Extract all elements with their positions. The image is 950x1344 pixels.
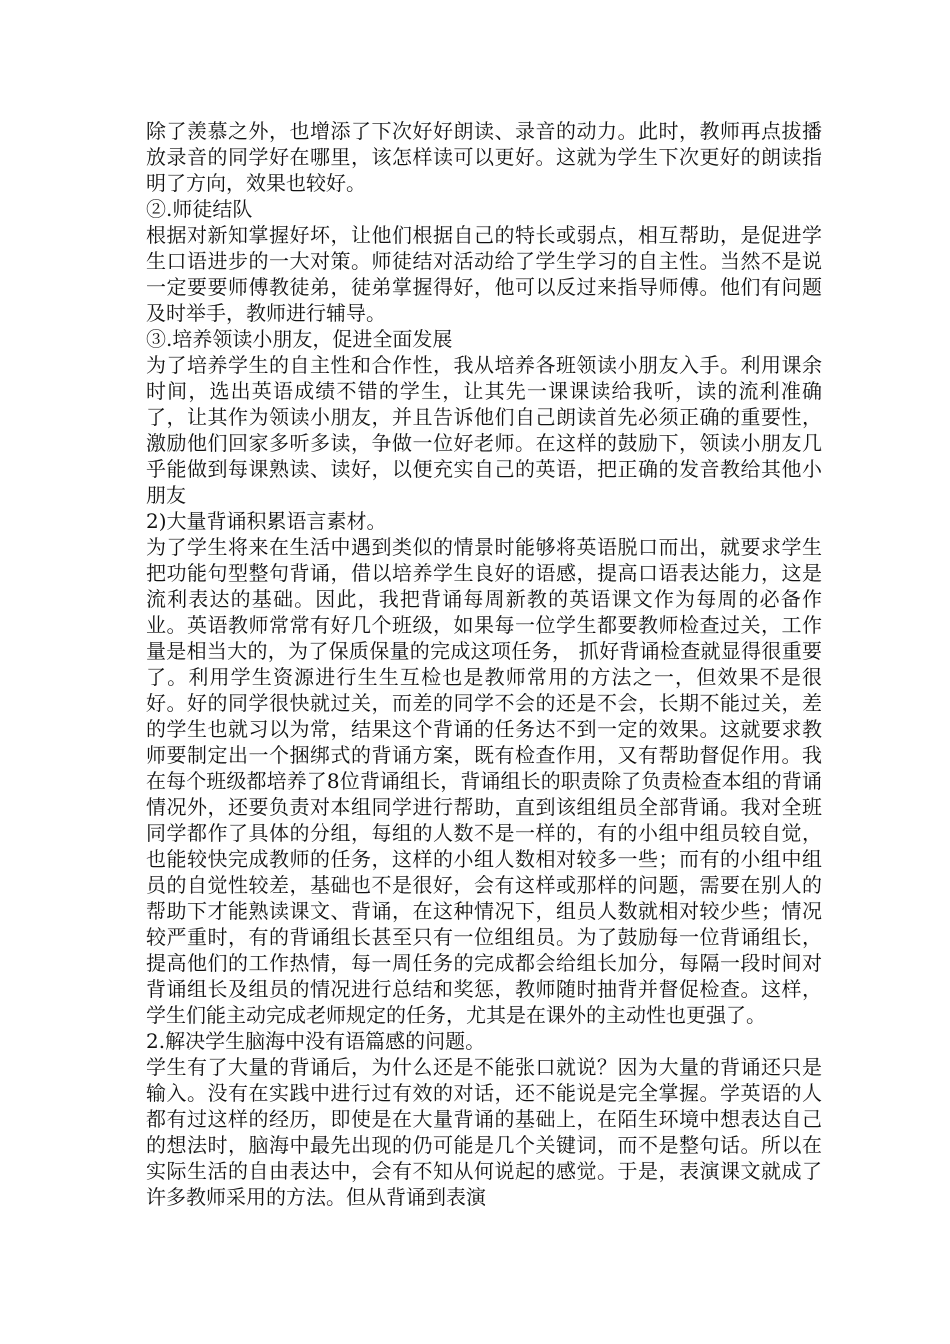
heading-reading-leaders: ③.培养领读小朋友，促进全面发展 bbox=[146, 327, 453, 351]
heading-discourse-sense: 2.解决学生脑海中没有语篇感的问题。 bbox=[146, 1029, 486, 1053]
document-body bbox=[146, 118, 822, 1210]
paragraph-mentor-pairs: 根据对新知掌握好坏，让他们根据自己的特长或弱点，相互帮助，是促进学生口语进步的一大对策。师徒结对活动给了学生学习的自主性。当然不是说一定要要师傅教徒弟，徒弟掌握得好，他可以反过来指导师傅。他们有问题及时举手，教师进行辅导。 bbox=[146, 223, 822, 325]
heading-recitation: 2)大量背诵积累语言素材。 bbox=[146, 509, 387, 533]
paragraph-discourse-sense: 学生有了大量的背诵后，为什么还是不能张口就说？因为大量的背诵还只是输入。没有在实践中进行过有效的对话，还不能说是完全掌握。学英语的人都有过这样的经历，即使是在大量背诵的基础上，在陌生环境中想表达自己的想法时，脑海中最先出现的仍可能是几个关键词，而不是整句话。所以在实际生活的自由表达中，会有不知从何说起的感觉。于是，表演课文就成了许多教师采用的方法。但从背诵到表演 bbox=[146, 1055, 822, 1209]
heading-mentor-pairs: ②.师徒结队 bbox=[146, 197, 253, 221]
paragraph-recitation: 为了学生将来在生活中遇到类似的情景时能够将英语脱口而出，就要求学生把功能句型整句背诵，借以培养学生良好的语感，提高口语表达能力，这是流利表达的基础。因此，我把背诵每周新教的英语课文作为每周的必备作业。英语教师常常有好几个班级，如果每一位学生都要教师检查过关，工作量是相当大的，为了保质保量的完成这项任务， 抓好背诵检查就显得很重要了。利用学生资源进行生生互检也是教师常用的方法之一，但效果不是很好。好的同学很快就过关，而差的同学不会的还是不会，长期不能过关，差的学生也就习以为常，结果这个背诵的任务达不到一定的效果。这就要求教师要制定出一个捆绑式的背诵方案，既有检查作用，又有帮助督促作用。我在每个班级都培养了8位背诵组长，背诵组长的职责除了负责检查本组的背诵情况外，还要负责对本组同学进行帮助，直到该组组员全部背诵。我对全班同学都作了具体的分组，每组的人数不是一样的，有的小组中组员较自觉，也能较快完成教师的任务，这样的小组人数相对较多一些；而有的小组中组员的自觉性较差，基础也不是很好，会有这样或那样的问题，需要在别人的帮助下才能熟读课文、背诵，在这种情况下，组员人数就相对较少些；情况较严重时，有的背诵组长甚至只有一位组组员。为了鼓励每一位背诵组长，提高他们的工作热情，每一周任务的完成都会给组长加分，每隔一段时间对背诵组长及组员的情况进行总结和奖惩，教师随时抽背并督促检查。这样，学生们能主动完成老师规定的任务，尤其是在课外的主动性也更强了。 bbox=[146, 535, 822, 1027]
paragraph-reading-leaders: 为了培养学生的自主性和合作性，我从培养各班领读小朋友入手。利用课余时间，选出英语成绩不错的学生，让其先一课课读给我听，读的流利准确了，让其作为领读小朋友，并且告诉他们自己朗读首先必须正确的重要性，激励他们回家多听多读，争做一位好老师。在这样的鼓励下，领读小朋友几乎能做到每课熟读、读好，以便充实自己的英语，把正确的发音教给其他小朋友 bbox=[146, 353, 822, 507]
paragraph-recording-motivation: 除了羡慕之外，也增添了下次好好朗读、录音的动力。此时，教师再点拔播放录音的同学好在哪里，该怎样读可以更好。这就为学生下次更好的朗读指明了方向，效果也较好。 bbox=[146, 119, 822, 195]
